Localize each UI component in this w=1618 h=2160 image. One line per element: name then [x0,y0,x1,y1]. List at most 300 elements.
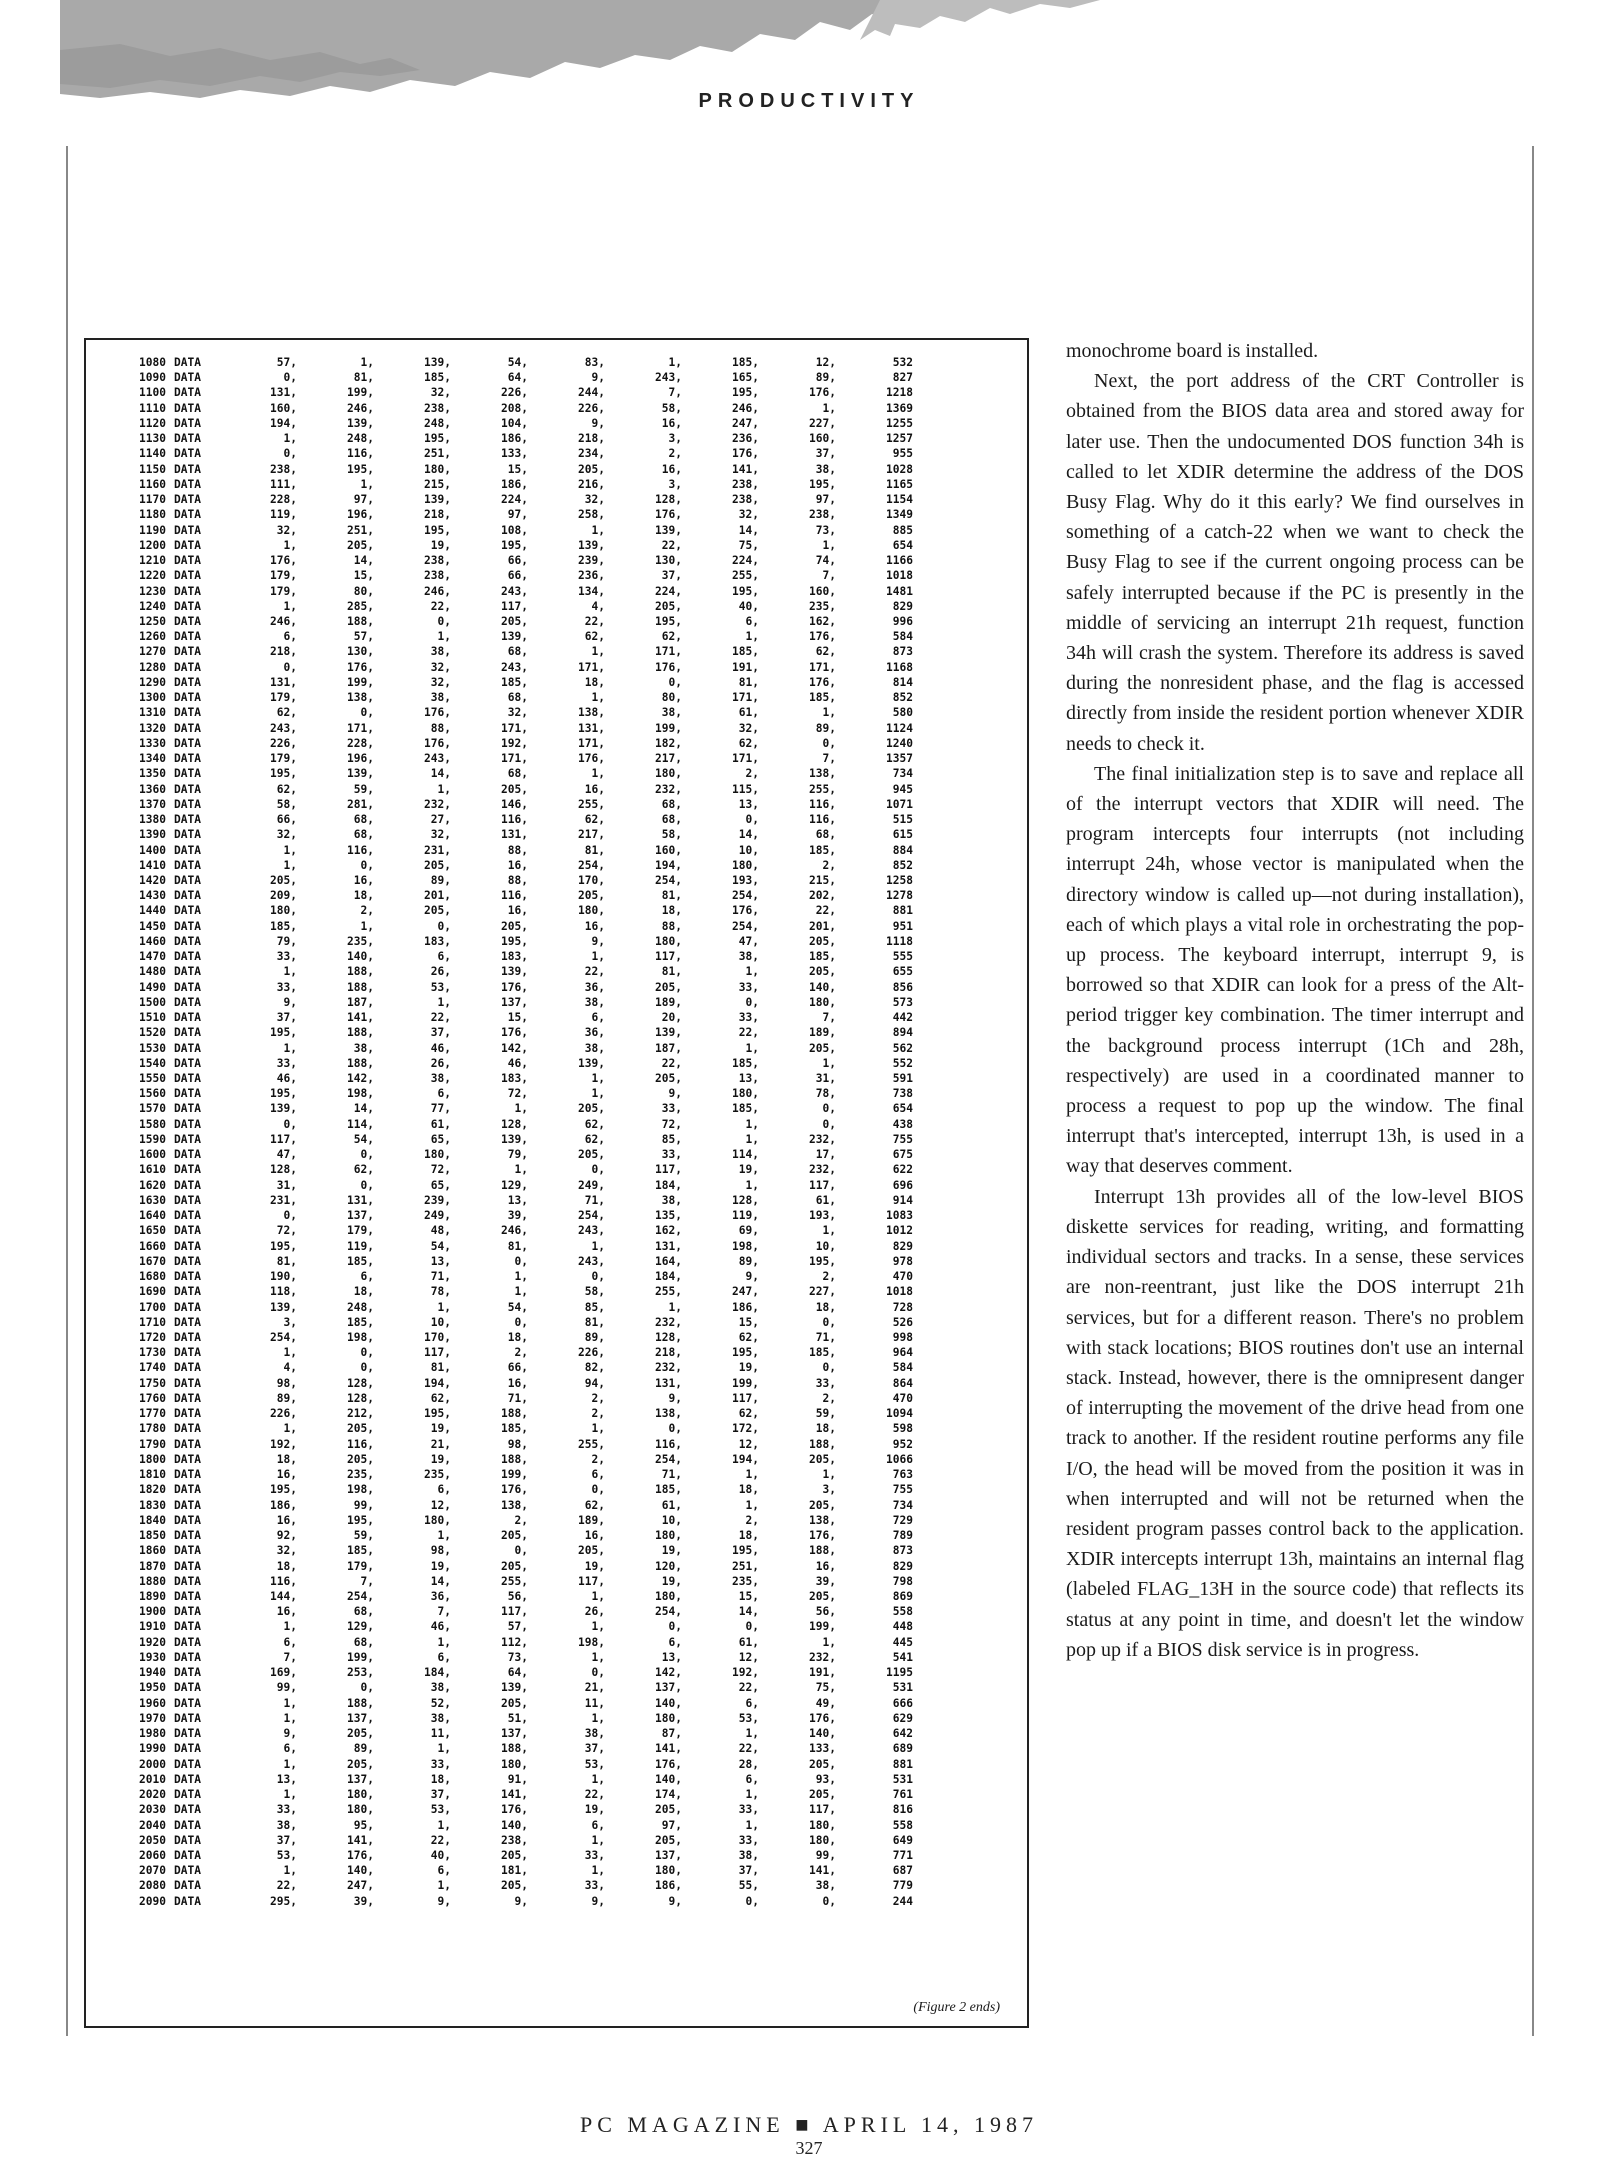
checksum-value: 445 [892,1635,913,1649]
data-value: 0, [745,1894,759,1908]
data-value: 1, [745,1498,759,1512]
data-value: 32, [276,1544,297,1558]
data-value: 62, [430,1391,451,1405]
checksum-value: 629 [892,1711,913,1725]
data-value: 186, [270,1498,297,1512]
data-value: 176, [809,1711,836,1725]
data-value: 217, [578,828,605,842]
data-value: 1, [591,1422,605,1436]
data-value: 68, [507,645,528,659]
data-value: 140, [655,1696,682,1710]
data-keyword: DATA [174,736,201,750]
data-value: 138, [809,767,836,781]
data-value: 1, [283,1696,297,1710]
line-number: 1800 [139,1452,166,1466]
data-value: 139, [655,523,682,537]
data-value: 16, [276,1468,297,1482]
listing-line [114,523,913,538]
data-value: 38, [353,1041,374,1055]
data-value: 180, [347,1788,374,1802]
data-value: 128, [655,1331,682,1344]
data-value: 255, [809,782,836,796]
data-value: 205, [655,1833,682,1847]
data-value: 7, [822,752,836,766]
data-value: 1, [283,432,297,446]
data-value: 243, [501,660,528,674]
data-value: 232, [424,797,451,811]
listing-line [114,964,913,979]
data-value: 130, [655,554,682,568]
data-value: 115, [732,782,759,796]
data-value: 7, [668,386,682,400]
data-value: 62, [353,1163,374,1177]
listing-line [114,1117,913,1132]
data-value: 119, [732,1209,759,1223]
data-keyword: DATA [174,1788,201,1802]
data-value: 37, [815,447,836,461]
data-value: 162, [655,1224,682,1238]
data-value: 98, [507,1437,528,1451]
data-value: 0, [283,1117,297,1131]
data-value: 9, [745,1270,759,1284]
data-value: 129, [501,1178,528,1192]
data-value: 255, [578,797,605,811]
checksum-value: 615 [892,828,913,842]
data-value: 205, [809,1041,836,1055]
data-value: 79, [507,1148,528,1162]
data-value: 114, [347,1117,374,1131]
data-value: 1, [745,1727,759,1741]
line-number: 1200 [139,538,166,552]
data-value: 0, [437,919,451,933]
data-value: 255, [501,1574,528,1588]
data-value: 1, [591,1087,605,1101]
data-value: 6, [360,1270,374,1284]
listing-line [114,1406,913,1421]
data-value: 9, [591,1894,605,1908]
line-number: 1950 [139,1681,166,1695]
article-column [1066,336,1524,1665]
checksum-value: 649 [892,1833,913,1847]
line-number: 1420 [139,873,166,887]
data-value: 1, [283,1620,297,1634]
checksum-value: 1018 [886,569,913,583]
data-value: 247, [732,1285,759,1299]
data-value: 119, [270,508,297,522]
data-value: 186, [501,477,528,491]
data-value: 117, [270,1132,297,1146]
data-value: 1, [745,630,759,644]
data-value: 1, [437,1879,451,1893]
data-value: 22, [738,1681,759,1695]
data-value: 26, [430,965,451,979]
checksum-value: 829 [892,599,913,613]
data-value: 117, [655,1163,682,1177]
listing-line [114,1284,913,1299]
data-value: 205, [501,1696,528,1710]
data-value: 62, [276,782,297,796]
data-value: 243, [655,371,682,385]
checksum-value: 470 [892,1270,913,1284]
data-value: 246, [501,1224,528,1238]
checksum-value: 945 [892,782,913,796]
data-value: 62, [584,630,605,644]
checksum-value: 558 [892,1605,913,1619]
data-value: 14, [353,1102,374,1116]
listing-line [114,1101,913,1116]
data-value: 85, [661,1132,682,1146]
data-value: 180, [578,904,605,918]
data-keyword: DATA [174,386,201,400]
data-value: 1, [822,1056,836,1070]
data-value: 88, [507,843,528,857]
data-value: 1, [360,356,374,369]
line-number: 1990 [139,1742,166,1756]
line-number: 1690 [139,1285,166,1299]
line-number: 1770 [139,1407,166,1421]
checksum-value: 1255 [886,416,913,430]
data-keyword: DATA [174,1072,201,1086]
figure-caption: (Figure 2 ends) [913,2000,1000,2015]
data-value: 128, [501,1117,528,1131]
line-number: 1580 [139,1117,166,1131]
data-value: 32, [430,660,451,674]
data-value: 179, [270,691,297,705]
data-value: 38, [661,706,682,720]
line-number: 1340 [139,752,166,766]
data-value: 71, [507,1391,528,1405]
listing-line [114,1345,913,1360]
data-value: 209, [270,889,297,903]
data-value: 205, [501,1848,528,1862]
data-value: 185, [347,1544,374,1558]
data-value: 1, [668,356,682,369]
checksum-value: 555 [892,950,913,964]
data-keyword: DATA [174,569,201,583]
line-number: 2080 [139,1879,166,1893]
data-value: 6, [283,1635,297,1649]
data-value: 183, [501,1072,528,1086]
data-keyword: DATA [174,1681,201,1695]
data-value: 7, [360,1574,374,1588]
data-value: 57, [507,1620,528,1634]
line-number: 2090 [139,1894,166,1908]
line-number: 1570 [139,1102,166,1116]
data-value: 185, [809,843,836,857]
data-value: 188, [347,980,374,994]
data-value: 205, [809,1498,836,1512]
data-value: 1, [283,858,297,872]
data-value: 9, [591,371,605,385]
data-value: 89, [276,1391,297,1405]
article-paragraph-4: Interrupt 13h provides all of the low-level BIOS diskette services for reading, writing, and formatting individual sectors and tracks. In a sense, these services are non-reentrant, just like the DOS interrupt 21h services, but for a different reason. There's no problem with stack locations; BIOS routines don't use an internal stack. Instead, however, there is the omnipresent danger of interrupting the movement of the drive head from one track to another. If the resident routine performs any file I/O, the head will be moved from the position it was in when interrupted and will not be returned when the resident program passes control back to the application. XDIR intercepts interrupt 13h, maintains an internal flag (labeled FLAG_13H in the source code) that reflects its status at any point in time, and doesn't let the window pop up if a BIOS disk service is in progress. [1066,1185,1524,1661]
data-value: 0, [283,660,297,674]
listing-line [114,1086,913,1101]
line-number: 1490 [139,980,166,994]
data-keyword: DATA [174,675,201,689]
data-keyword: DATA [174,1879,201,1893]
data-keyword: DATA [174,584,201,598]
data-value: 232, [655,1315,682,1329]
data-keyword: DATA [174,1437,201,1451]
data-value: 13, [738,797,759,811]
data-value: 6, [437,1650,451,1664]
data-value: 232, [655,782,682,796]
listing-line [114,1680,913,1695]
data-value: 1, [283,1041,297,1055]
line-number: 1190 [139,523,166,537]
listing-line [114,614,913,629]
data-value: 11, [430,1727,451,1741]
data-value: 205, [501,614,528,628]
data-value: 255, [732,569,759,583]
data-value: 59, [815,1407,836,1421]
data-value: 99, [276,1681,297,1695]
data-value: 176, [809,386,836,400]
data-value: 134, [578,584,605,598]
data-value: 54, [353,1132,374,1146]
data-value: 62, [584,813,605,827]
data-value: 171, [578,660,605,674]
data-value: 2, [514,1346,528,1360]
checksum-value: 584 [892,630,913,644]
line-number: 1280 [139,660,166,674]
data-value: 32, [430,828,451,842]
data-value: 6, [437,1087,451,1101]
listing-line [114,797,913,812]
data-value: 199, [347,386,374,400]
data-value: 1, [283,1757,297,1771]
listing-line [114,766,913,781]
data-keyword: DATA [174,508,201,522]
checksum-value: 852 [892,691,913,705]
line-number: 1310 [139,706,166,720]
data-value: 0, [668,1620,682,1634]
data-value: 1, [591,1711,605,1725]
checksum-value: 622 [892,1163,913,1177]
data-value: 68, [815,828,836,842]
data-value: 205, [347,1422,374,1436]
data-value: 22, [430,599,451,613]
data-value: 131, [501,828,528,842]
data-value: 1, [591,1833,605,1847]
line-number: 1130 [139,432,166,446]
data-value: 141, [732,462,759,476]
data-value: 235, [347,1468,374,1482]
data-value: 201, [809,919,836,933]
data-value: 246, [347,401,374,415]
data-value: 73, [815,523,836,537]
data-keyword: DATA [174,1178,201,1192]
listing-line [114,1071,913,1086]
data-value: 198, [347,1483,374,1497]
listing-line [114,1498,913,1513]
line-number: 1920 [139,1635,166,1649]
data-value: 33, [276,950,297,964]
data-value: 160, [809,584,836,598]
line-number: 1460 [139,934,166,948]
data-value: 171, [501,721,528,735]
data-value: 205, [578,1102,605,1116]
data-keyword: DATA [174,706,201,720]
data-value: 133, [809,1742,836,1756]
data-value: 49, [815,1696,836,1710]
listing-line [114,1178,913,1193]
data-value: 120, [655,1559,682,1573]
data-keyword: DATA [174,843,201,857]
data-value: 89, [738,1254,759,1268]
listing-line [114,1421,913,1436]
data-value: 238, [732,477,759,491]
data-value: 38, [661,1193,682,1207]
data-value: 33, [276,980,297,994]
data-value: 22, [738,1742,759,1756]
checksum-value: 584 [892,1361,913,1375]
data-value: 1, [514,1102,528,1116]
listing-line [114,446,913,461]
data-value: 7, [822,569,836,583]
data-value: 75, [815,1681,836,1695]
data-value: 65, [430,1178,451,1192]
data-value: 88, [507,873,528,887]
data-value: 1, [437,1742,451,1756]
listing-line [114,827,913,842]
data-value: 194, [732,1452,759,1466]
line-number: 1230 [139,584,166,598]
checksum-value: 1083 [886,1209,913,1223]
listing-line [114,507,913,522]
checksum-value: 1195 [886,1666,913,1680]
data-value: 176, [732,447,759,461]
checksum-value: 1258 [886,873,913,887]
data-value: 185, [809,691,836,705]
checksum-value: 244 [892,1894,913,1908]
data-value: 205, [809,965,836,979]
listing-line [114,1543,913,1558]
data-keyword: DATA [174,1559,201,1573]
data-keyword: DATA [174,1254,201,1268]
listing-line [114,1041,913,1056]
data-value: 138, [578,706,605,720]
line-number: 1530 [139,1041,166,1055]
line-number: 1110 [139,401,166,415]
data-value: 18, [353,889,374,903]
data-value: 22, [430,1011,451,1025]
data-value: 117, [809,1803,836,1817]
data-value: 40, [430,1848,451,1862]
data-value: 116, [270,1574,297,1588]
data-keyword: DATA [174,828,201,842]
listing-line [114,477,913,492]
line-number: 1980 [139,1727,166,1741]
data-value: 32, [738,721,759,735]
data-value: 38, [430,691,451,705]
listing-line [114,751,913,766]
data-value: 185, [809,1346,836,1360]
data-value: 227, [809,1285,836,1299]
checksum-value: 526 [892,1315,913,1329]
data-value: 32, [276,523,297,537]
data-value: 1, [437,782,451,796]
data-value: 137, [655,1848,682,1862]
data-value: 171, [732,691,759,705]
data-value: 235, [732,1574,759,1588]
data-value: 18, [815,1422,836,1436]
data-value: 16, [507,1376,528,1390]
listing-line [114,355,913,370]
line-number: 1100 [139,386,166,400]
data-value: 218, [424,508,451,522]
data-value: 16, [584,919,605,933]
data-value: 0, [822,1894,836,1908]
listing-line [114,1010,913,1025]
data-value: 226, [270,1407,297,1421]
data-value: 0, [822,1102,836,1116]
data-value: 18, [661,904,682,918]
data-value: 19, [430,538,451,552]
listing-line [114,1132,913,1147]
data-value: 62, [584,1132,605,1146]
data-value: 249, [578,1178,605,1192]
data-value: 247, [732,416,759,430]
data-keyword: DATA [174,1209,201,1223]
line-number: 1240 [139,599,166,613]
data-value: 179, [347,1224,374,1238]
data-value: 89, [815,721,836,735]
data-value: 116, [809,813,836,827]
listing-line [114,1467,913,1482]
data-keyword: DATA [174,889,201,903]
data-value: 243, [270,721,297,735]
line-number: 1880 [139,1574,166,1588]
listing-line [114,903,913,918]
data-value: 142, [655,1666,682,1680]
data-value: 47, [738,934,759,948]
checksum-value: 687 [892,1864,913,1878]
data-keyword: DATA [174,797,201,811]
data-value: 62, [584,1498,605,1512]
data-value: 195, [732,1544,759,1558]
data-value: 1, [591,1620,605,1634]
data-keyword: DATA [174,630,201,644]
data-value: 226, [578,1346,605,1360]
data-value: 62, [738,736,759,750]
data-keyword: DATA [174,1300,201,1314]
data-value: 0, [745,1620,759,1634]
data-value: 180, [732,1087,759,1101]
checksum-value: 1118 [886,934,913,948]
data-keyword: DATA [174,1650,201,1664]
data-value: 0, [514,1254,528,1268]
data-value: 139, [578,538,605,552]
data-keyword: DATA [174,813,201,827]
data-value: 228, [347,736,374,750]
data-value: 246, [270,614,297,628]
data-value: 138, [809,1513,836,1527]
data-value: 205, [501,919,528,933]
data-value: 189, [578,1513,605,1527]
data-value: 195, [347,1513,374,1527]
data-value: 239, [578,554,605,568]
data-value: 188, [501,1742,528,1756]
data-keyword: DATA [174,1346,201,1360]
listing-line [114,568,913,583]
data-value: 254, [270,1331,297,1344]
data-value: 194, [270,416,297,430]
data-value: 19, [661,1544,682,1558]
data-value: 1, [283,1711,297,1725]
data-value: 216, [578,477,605,491]
